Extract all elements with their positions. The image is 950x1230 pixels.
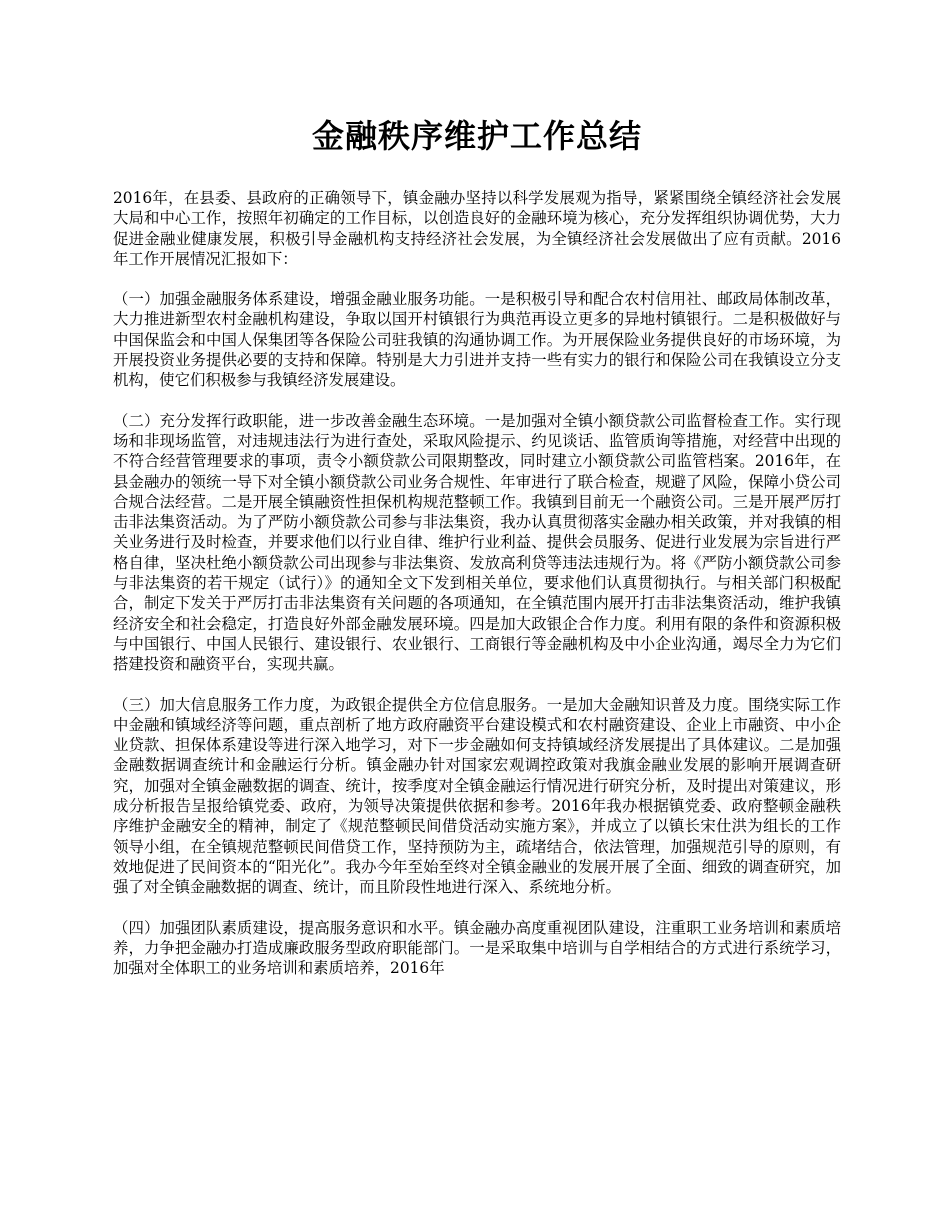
section-3-paragraph: （三）加大信息服务工作力度，为政银企提供全方位信息服务。一是加大金融知识普及力度。围绕实际工作中金融和镇域经济等问题，重点剖析了地方政府融资平台建设模式和农村融资建设、企业上市融资、中小企业贷款、担保体系建设等进行深入地学习，对下一步金融如何支持镇域经济发展提出了具体建议。二是加强金融数据调查统计和金融运行分析。镇金融办针对国家宏观调控政策对我旗金融业发展的影响开展调查研究，加强对全镇金融数据的调查、统计，按季度对全镇金融运行情况进行研究分析，及时提出对策建议，形成分析报告呈报给镇党委、政府，为领导决策提供依据和参考。2016年我办根据镇党委、政府整顿金融秩序维护金融安全的精神，制定了《规范整顿民间借贷活动实施方案》，并成立了以镇长宋仕洪为组长的工作领导小组，在全镇规范整顿民间借贷工作，坚持预防为主，疏堵结合，依法管理，加强规范引导的原则，有效地促进了民间资本的“阳光化”。我办今年至始至终对全镇金融业的发展开展了全面、细致的调查研究，加强了对全镇金融数据的调查、统计，而且阶段性地进行深入、系统地分析。 <box>113 695 841 897</box>
document-page <box>113 0 841 978</box>
section-2-paragraph: （二）充分发挥行政职能，进一步改善金融生态环境。一是加强对全镇小额贷款公司监督检查工作。实行现场和非现场监管，对违规违法行为进行查处，采取风险提示、约见谈话、监管质询等措施，对经营中出现的不符合经营管理要求的事项，责令小额贷款公司限期整改，同时建立小额贷款公司监管档案。2016年，在县金融办的领统一导下对全镇小额贷款公司业务合规性、年审进行了联合检查，规避了风险，保障小贷公司合规合法经营。二是开展全镇融资性担保机构规范整顿工作。我镇到目前无一个融资公司。三是开展严厉打击非法集资活动。为了严防小额贷款公司参与非法集资，我办认真贯彻落实金融办相关政策，并对我镇的相关业务进行及时检查，并要求他们以行业自律、维护行业利益、提供会员服务、促进行业发展为宗旨进行严格自律，坚决杜绝小额贷款公司出现参与非法集资、发放高利贷等违法违规行为。将《严防小额贷款公司参与非法集资的若干规定（试行）》的通知全文下发到相关单位，要求他们认真贯彻执行。与相关部门积极配合，制定下发关于严厉打击非法集资有关问题的各项通知，在全镇范围内展开打击非法集资活动，维护我镇经济安全和社会稳定，打造良好外部金融发展环境。四是加大政银企合作力度。利用有限的条件和资源积极与中国银行、中国人民银行、建设银行、农业银行、工商银行等金融机构及中小企业沟通，竭尽全力为它们搭建投资和融资平台，实现共赢。 <box>113 411 841 674</box>
document-title: 金融秩序维护工作总结 <box>311 117 642 155</box>
section-4-paragraph: （四）加强团队素质建设，提高服务意识和水平。镇金融办高度重视团队建设，注重职工业务培训和素质培养，力争把金融办打造成廉政服务型政府职能部门。一是采取集中培训与自学相结合的方式进行系统学习，加强对全体职工的业务培训和素质培养，2016年 <box>113 918 841 978</box>
intro-paragraph: 2016年，在县委、县政府的正确领导下，镇金融办坚持以科学发展观为指导，紧紧围绕全镇经济社会发展大局和中心工作，按照年初确定的工作目标，以创造良好的金融环境为核心，充分发挥组织协调优势，大力促进金融业健康发展，积极引导金融机构支持经济社会发展，为全镇经济社会发展做出了应有贡献。2016年工作开展情况汇报如下： <box>113 189 841 268</box>
section-1-paragraph: （一）加强金融服务体系建设，增强金融业服务功能。一是积极引导和配合农村信用社、邮政局体制改革，大力推进新型农村金融机构建设，争取以国开村镇银行为典范再设立更多的异地村镇银行。二是积极做好与中国保监会和中国人保集团等各保险公司驻我镇的沟通协调工作。为开展保险业务提供良好的市场环境，为开展投资业务提供必要的支持和保障。特别是大力引进并支持一些有实力的银行和保险公司在我镇设立分支机构，使它们积极参与我镇经济发展建设。 <box>113 290 841 390</box>
